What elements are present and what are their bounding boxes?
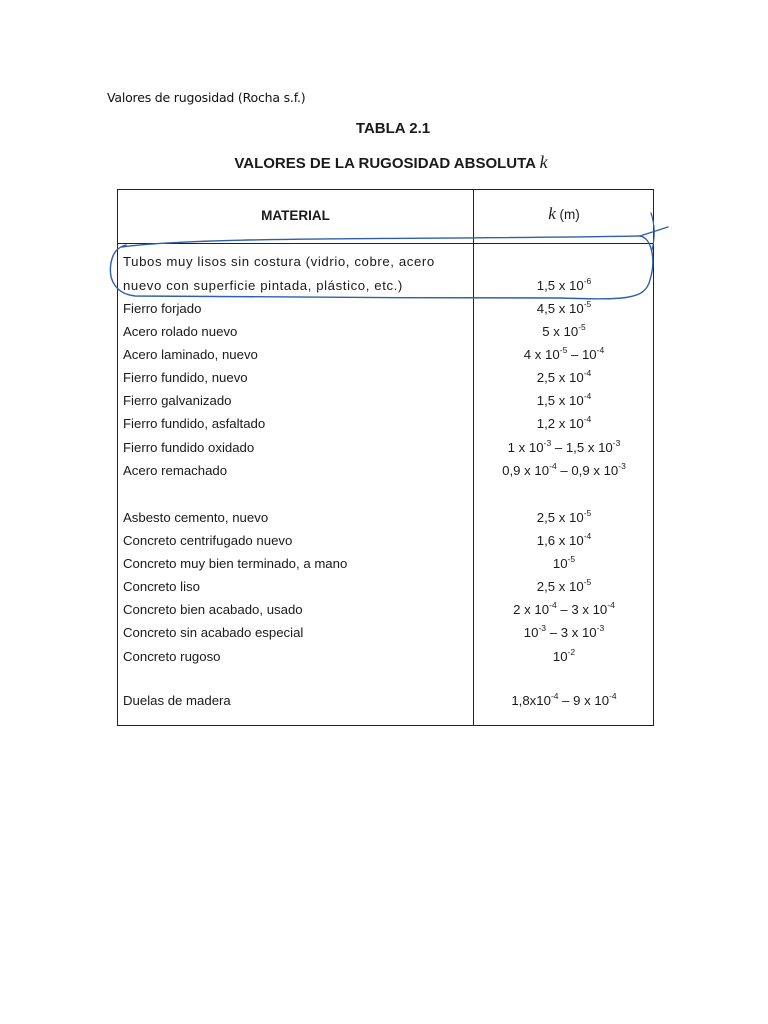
material-cell: Duelas de madera — [123, 693, 231, 708]
k-value-cell: 1,6 x $10^{-4}$ — [536, 531, 592, 548]
k-value-cell: 1 x $10^{-3} - 1,5$ x $10^{-3}$ — [507, 438, 621, 455]
material-cell: nuevo con superficie pintada, plástico, etc.) — [123, 278, 403, 293]
material-cell: Fierro fundido, nuevo — [123, 370, 248, 385]
k-value-cell: 2,5 x $10^{-5}$ — [536, 508, 592, 525]
header-k-unit: (m) — [559, 207, 580, 222]
material-cell: Concreto muy bien terminado, a mano — [123, 556, 348, 571]
k-value-cell: 5 x $10^{-5}$ — [542, 322, 586, 339]
table-title: TABLA 2.1 — [355, 120, 431, 137]
material-cell: Asbesto cemento, nuevo — [123, 510, 269, 525]
column-divider — [473, 190, 474, 725]
material-cell: Concreto centrifugado nuevo — [123, 533, 293, 548]
material-cell: Concreto liso — [123, 579, 200, 594]
k-value-cell: $10^{-3} - 3$ x $10^{-3}$ — [523, 623, 605, 640]
table-subtitle-text: VALORES DE LA RUGOSIDAD ABSOLUTA — [234, 155, 536, 172]
page-caption: Valores de rugosidad (Rocha s.f.) — [107, 90, 306, 105]
material-cell: Concreto rugoso — [123, 649, 221, 664]
table-subtitle — [0, 152, 768, 173]
material-cell: Fierro galvanizado — [123, 393, 232, 408]
k-value-cell: 0,9 x $10^{-4} - 0,9$ x $10^{-3}$ — [502, 461, 626, 478]
subtitle-k-symbol: k — [539, 152, 548, 172]
header-k — [474, 204, 654, 224]
header-material: MATERIAL — [261, 208, 330, 223]
material-cell: Acero laminado, nuevo — [123, 347, 258, 362]
material-cell: Concreto bien acabado, usado — [123, 602, 303, 617]
material-cell: Fierro fundido oxidado — [123, 440, 255, 455]
material-cell: Fierro fundido, asfaltado — [123, 416, 266, 431]
k-value-cell: 2 x $10^{-4} - 3$ x $10^{-4}$ — [513, 600, 615, 617]
k-value-cell: 1,5 x $10^{-6}$ — [536, 276, 592, 293]
k-value-cell: $1,8x10^{-4} - 9$ x $10^{-4}$ — [511, 691, 617, 708]
roughness-table — [117, 189, 654, 726]
k-value-cell: $10^{-2}$ — [552, 647, 576, 664]
k-value-cell: 2,5 x $10^{-5}$ — [536, 577, 592, 594]
material-cell: Tubos muy lisos sin costura (vidrio, cobre, acero — [123, 254, 435, 269]
material-cell: Acero rolado nuevo — [123, 324, 238, 339]
k-value-cell: 4,5 x $10^{-5}$ — [536, 299, 592, 316]
k-value-cell: 4 x $10^{-5} - 10^{-4}$ — [523, 345, 605, 362]
k-value-cell: $10^{-5}$ — [552, 554, 576, 571]
material-cell: Fierro forjado — [123, 301, 202, 316]
k-value-cell: 1,2 x $10^{-4}$ — [536, 414, 592, 431]
k-value-cell: 1,5 x $10^{-4}$ — [536, 391, 592, 408]
material-cell: Concreto sin acabado especial — [123, 625, 304, 640]
material-cell: Acero remachado — [123, 463, 228, 478]
header-k-symbol: k — [548, 204, 556, 223]
k-value-cell: 2,5 x $10^{-4}$ — [536, 368, 592, 385]
header-divider — [118, 243, 653, 244]
